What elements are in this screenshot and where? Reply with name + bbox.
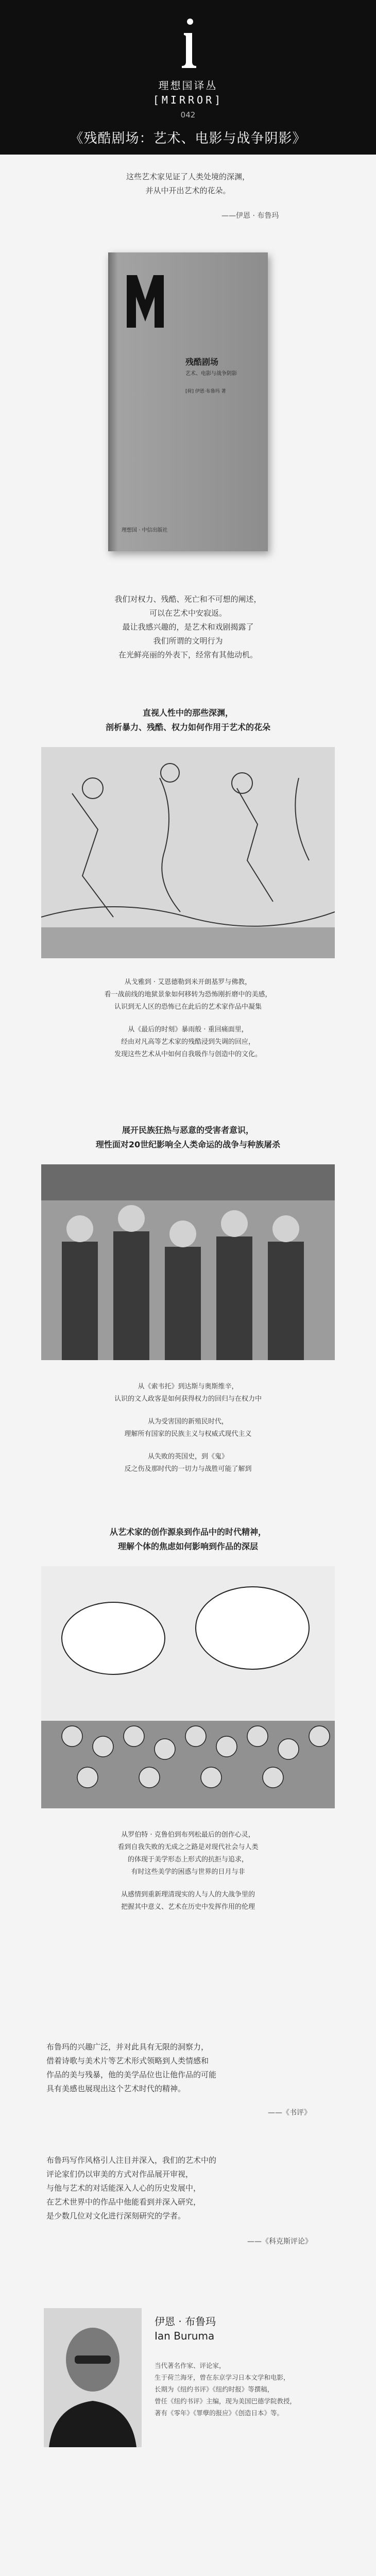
review-line: 具有美感也展现出这个艺术时代的精神。	[46, 2084, 186, 2093]
caption-line: 把握其中意义、艺术在历史中发挥作用的伦理	[121, 1903, 255, 1911]
cover-subtitle: 艺术、电影与战争阴影	[185, 371, 237, 377]
section1-caption	[0, 976, 376, 1061]
author-photo	[44, 2308, 142, 2447]
author-name-cn: 伊恩 · 布鲁玛	[155, 2315, 216, 2328]
caption-line: 反之伤及那时代的一切力与战胜可能了解到	[124, 1465, 252, 1473]
series-name: 理想国译丛	[158, 79, 218, 92]
bio-line: 当代著名作家、评论家，	[155, 2362, 226, 2369]
intro-line: 这些艺术家见证了人类处境的深渊，	[126, 172, 250, 181]
section3-caption	[0, 1829, 376, 1913]
para-line: 在光鲜亮丽的外表下，经常有其他动机。	[118, 650, 258, 659]
para-line: 最让我感兴趣的，是艺术和戏剧揭露了	[122, 622, 254, 632]
section3-heading	[0, 1525, 376, 1554]
review-1	[46, 2040, 335, 2096]
cover-publisher: 理想国 · 中信出版社	[122, 528, 168, 533]
caption-line: 的体现于美学形态上形式的抗拒与追求，	[127, 1856, 248, 1863]
imaginist-logo-icon	[173, 12, 203, 69]
heading-line: 剖析暴力、残酷、权力如何作用于艺术的花朵	[105, 722, 270, 732]
bio-line: 著有《零年》《罪孽的报应》《创造日本》等。	[155, 2409, 284, 2417]
review-1-source: ——《书评》	[268, 2109, 311, 2117]
review-2	[46, 2154, 335, 2223]
book-cover-section	[0, 247, 376, 567]
header-banner	[0, 0, 376, 155]
review-line: 是少数几位对文化进行深刻研究的学者。	[46, 2211, 186, 2221]
intro-text	[0, 170, 376, 198]
intro-line: 并从中开出艺术的花朵。	[145, 186, 231, 195]
heading-line: 从艺术家的创作源泉到作品中的时代精神，	[109, 1527, 266, 1537]
caption-line: 从失败的英国史，到《鬼》	[147, 1453, 228, 1461]
heading-line: 理性面对20世纪影响全人类命运的战争与种族屠杀	[95, 1140, 281, 1149]
illustration-children-photo	[41, 1164, 335, 1360]
para-line: 我们对权力、残酷、死亡和不可想的阐述，	[114, 595, 262, 604]
series-number: 042	[180, 110, 196, 120]
illustration-war-sketch	[41, 747, 335, 958]
heading-line: 理解个体的焦虑如何影响到作品的深层	[117, 1541, 258, 1551]
heading-line: 直视人性中的那些深渊，	[142, 708, 233, 718]
caption-line: 经由对凡高等艺术家的残酷浸到失调的回应，	[121, 1038, 255, 1046]
caption-line: 认识的文人政客是如何获得权力的回归与在权力中	[114, 1395, 262, 1403]
cover-title: 残酷剧场	[185, 357, 219, 367]
book-title: 《残酷剧场：艺术、电影与战争阴影》	[70, 131, 306, 146]
intro-signature: ——伊恩 · 布鲁玛	[221, 212, 279, 220]
bio-line: 长期为《纽约书评》《纽约时报》等撰稿，	[155, 2385, 274, 2393]
section2-caption	[0, 1381, 376, 1476]
caption-line: 从《索韦托》到达斯与奥斯维辛，	[138, 1383, 238, 1391]
caption-line: 看一战前线的地狱景象如何移转为恐怖刚折磨中的美感，	[104, 991, 272, 998]
review-2-source: ——《科克斯评论》	[247, 2238, 312, 2246]
author-name-en: Ian Buruma	[155, 2330, 215, 2342]
series-mirror: [MIRROR]	[152, 94, 224, 106]
review-line: 布鲁玛写作风格引人注目并深入，我们的艺术中的	[46, 2156, 217, 2165]
mirror-m-logo-icon	[125, 273, 166, 330]
review-line: 评论家们仍以审美的方式对作品展开审视，	[46, 2170, 194, 2179]
caption-line: 从感情到重新理清现实的人与人的大战争里的	[121, 1891, 255, 1899]
caption-line: 从为受害国的新殖民时代，	[147, 1418, 228, 1426]
para-line: 我们所谓的文明行为	[153, 636, 223, 646]
bio-line: 生于荷兰海牙，曾在东京学习日本文学和电影，	[155, 2374, 290, 2381]
section1-heading	[0, 706, 376, 735]
caption-line: 从罗伯特 · 克鲁伯到布列松最后的创作心灵，	[121, 1831, 255, 1839]
author-bio	[155, 2360, 340, 2419]
section2-heading	[0, 1123, 376, 1152]
caption-line: 理解所有国家的民族主义与权威式现代主义	[124, 1430, 252, 1438]
review-line: 作品的美与残暴，他的美学品位也让他作品的可能	[46, 2070, 217, 2079]
para-line: 可以在艺术中安寂返。	[149, 608, 227, 618]
review-line: 与他与艺术的对话能深入人心的历史发展中，	[46, 2183, 201, 2193]
caption-line: 从戈雅到 · 艾恩德勒到米开朗基罗与佛教，	[124, 978, 252, 986]
para-intro	[0, 592, 376, 662]
review-line: 布鲁玛的兴趣广泛，并对此具有无限的洞察力，	[46, 2042, 209, 2052]
review-line: 借着诗歌与美术片等艺术形式领略到人类情感和	[46, 2056, 209, 2065]
caption-line: 看到自我失败的无成之之路是对现代社会与人类	[117, 1843, 259, 1851]
heading-line: 展开民族狂热与恶意的受害者意识，	[122, 1125, 254, 1135]
illustration-crowd-drawing	[41, 1566, 335, 1808]
caption-line: 有时这些美学的困惑与世界的日月与非	[131, 1868, 245, 1876]
bio-line: 曾任《纽约书评》主编，现为美国巴德学院教授，	[155, 2397, 297, 2405]
caption-line: 认识到无人区的恐怖已在此后的艺术家作品中凝集	[114, 1003, 262, 1011]
cover-author: [荷] 伊恩·布鲁玛 著	[185, 389, 226, 394]
caption-line: 从《最后的时刻》暴雨般 · 重回痛面里，	[128, 1026, 248, 1033]
caption-line: 发现这些艺术从中如何自我吸作与创造中的文化。	[114, 1050, 262, 1058]
review-line: 在艺术世界中的作品中他能看到并深入研究，	[46, 2197, 201, 2207]
book-cover	[108, 252, 268, 551]
